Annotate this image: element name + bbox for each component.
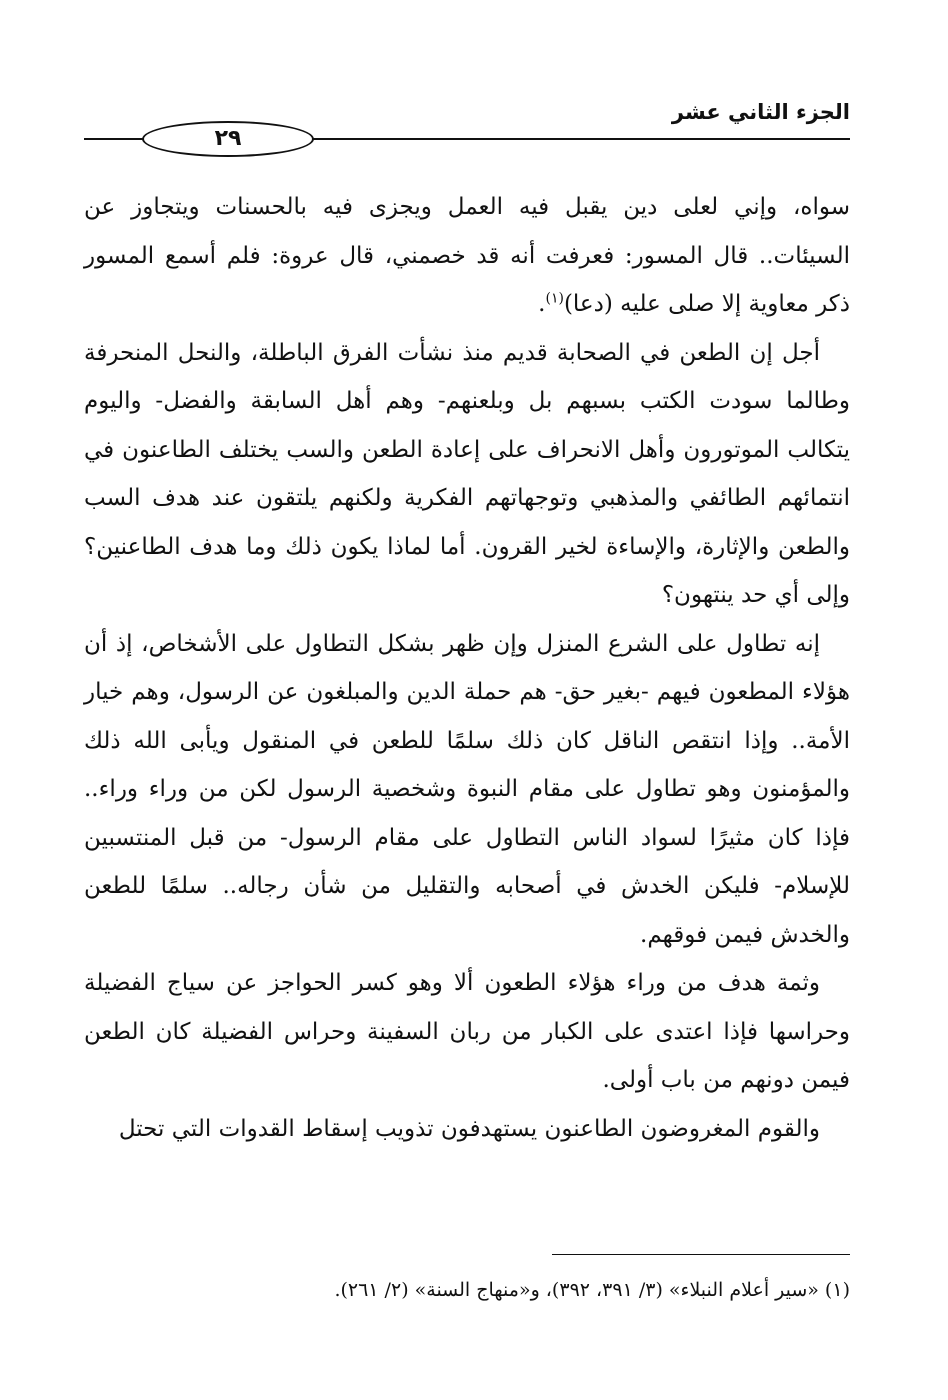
main-text [84, 183, 850, 1153]
footnote-separator [552, 1254, 850, 1255]
paragraph-2: أجل إن الطعن في الصحابة قديم منذ نشأت الفرق الباطلة، والنحل المنحرفة وطالما سودت الكتب بسبهم بل وبلعنهم- وهم أهل السابقة والفضل- واليوم يتكالب الموتورون وأهل الانحراف على إعادة الطعن والسب يختلف الطاعنون في انتمائهم الطائفي والمذهبي وتوجهاتهم الفكرية ولكنهم يلتقون عند هدف السب والطعن والإثارة، والإساءة لخير القرون. أما لماذا يكون ذلك وما هدف الطاعنين؟ وإلى أي حد ينتهون؟ [84, 339, 850, 608]
running-title: الجزء الثاني عشر [671, 100, 850, 124]
page-number: ٢٩ [142, 121, 314, 157]
paragraph-5: والقوم المغروضون الطاعنون يستهدفون تذويب إسقاط القدوات التي تحتل [118, 1115, 820, 1142]
paragraph-4: وثمة هدف من وراء هؤلاء الطعون ألا وهو كسر الحواجز عن سياج الفضيلة وحراسها فإذا اعتدى على الكبار من ربان السفينة وحراس الفضيلة كان الطعن فيمن دونهم من باب أولى. [84, 970, 850, 1093]
paragraph-1 [84, 183, 850, 329]
paragraph-3: إنه تطاول على الشرع المنزل وإن ظهر بشكل التطاول على الأشخاص، إذ أن هؤلاء المطعون فيهم -بغير حق- هم حملة الدين والمبلغون عن الرسول، وهم خيار الأمة.. وإذا انتقص الناقل كان ذلك سلمًا للطعن في المنقول ويأبى الله ذلك والمؤمنون وهو تطاول على مقام النبوة وشخصية الرسول لكن من وراء وراء.. فإذا كان مثيرًا لسواد الناس التطاول على مقام الرسول- من قبل المنتسبين للإسلام- فليكن الخدش في أصحابه والتقليل من شأن رجاله.. سلمًا للطعن والخدش فيمن فوقهم. [84, 630, 851, 948]
footnote: (١) «سير أعلام النبلاء» (٣/ ٣٩١، ٣٩٢)، و«منهاج السنة» (٢/ ٢٦١). [334, 1279, 850, 1301]
footnote-reference: (١) [545, 290, 564, 307]
paragraph-1-end: . [538, 291, 546, 317]
paragraph-1-text: سواه، وإني لعلى دين يقبل فيه العمل ويجزى فيه بالحسنات ويتجاوز عن السيئات.. قال المسور: فعرفت أنه قد خصمني، قال عروة: فلم أسمع المسور ذكر معاوية إلا صلى عليه (دعا) [84, 194, 850, 317]
page-header [84, 96, 850, 156]
